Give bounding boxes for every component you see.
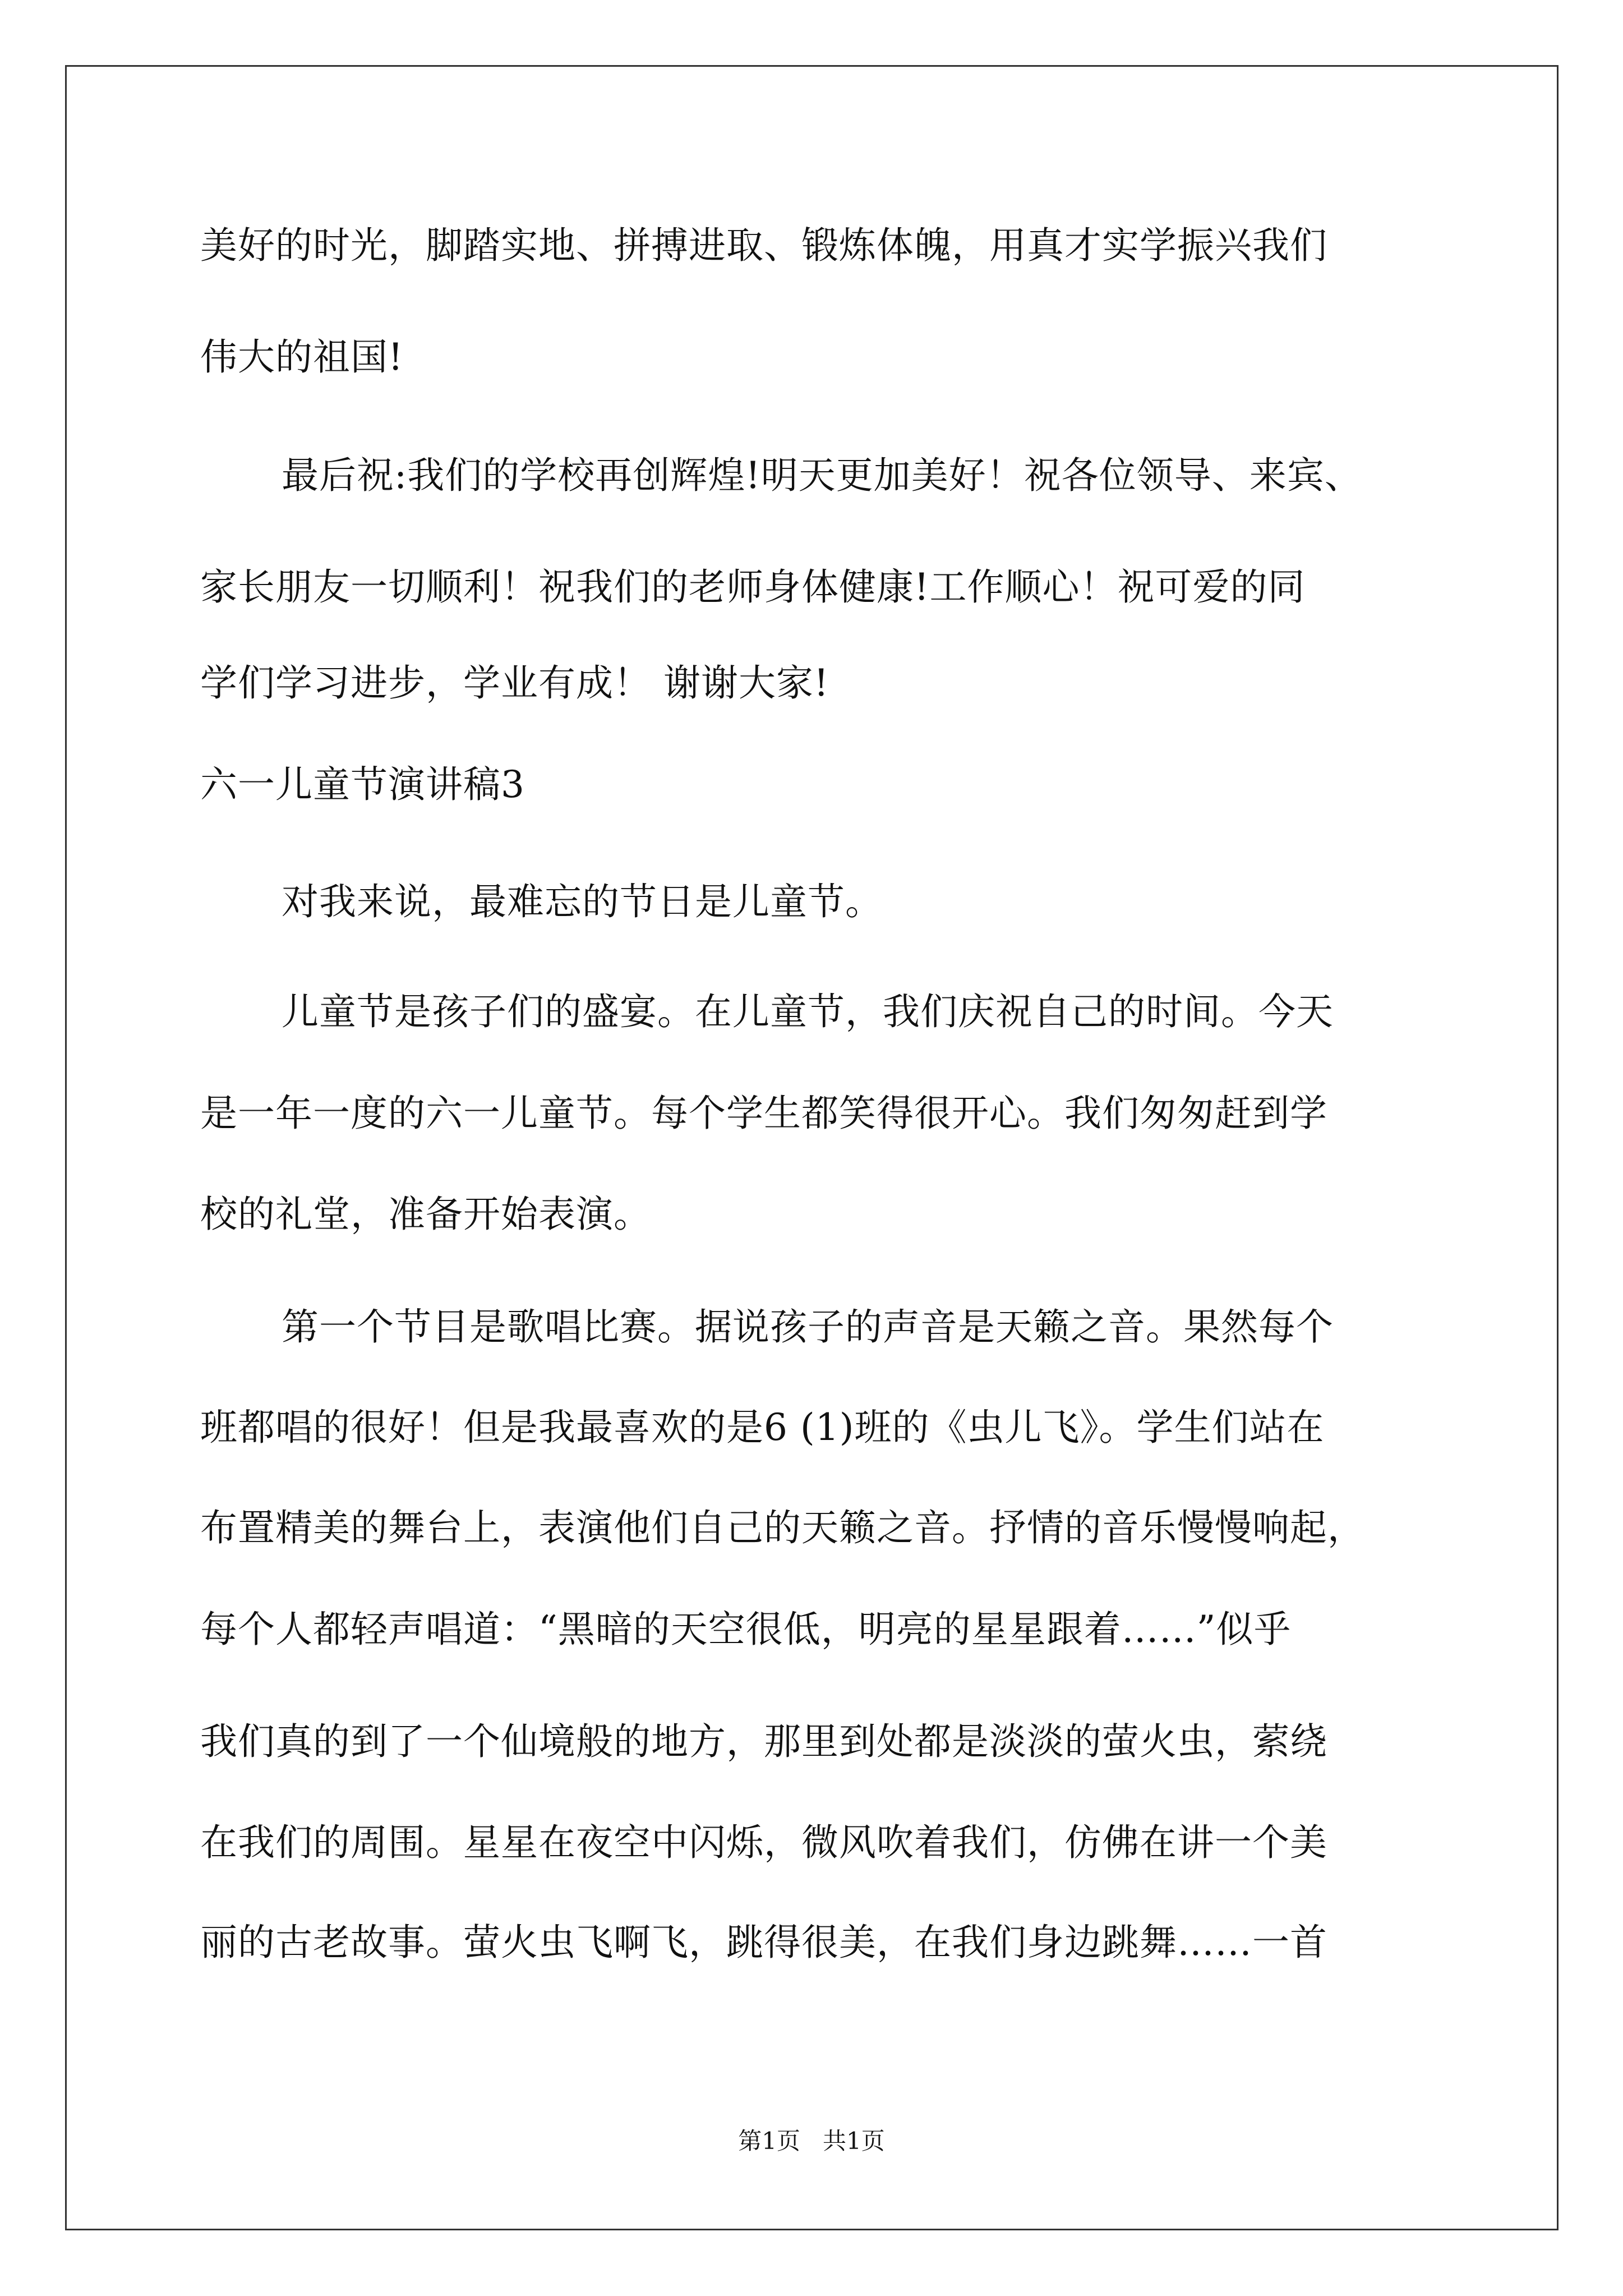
page-border xyxy=(65,65,1559,2230)
paragraph-start: 最后祝:我们的学校再创辉煌!明天更加美好！祝各位领导、来宾、 xyxy=(282,454,1362,497)
text-line: 在我们的周围。星星在夜空中闪烁，微风吹着我们，仿佛在讲一个美 xyxy=(200,1821,1327,1864)
paragraph-start: 对我来说，最难忘的节日是儿童节。 xyxy=(282,880,883,923)
paragraph-start: 儿童节是孩子们的盛宴。在儿童节，我们庆祝自己的时间。今天 xyxy=(282,990,1334,1033)
text-line: 校的礼堂，准备开始表演。 xyxy=(200,1193,651,1236)
paragraph-start: 第一个节目是歌唱比赛。据说孩子的声音是天籁之音。果然每个 xyxy=(282,1305,1334,1349)
text-line: 家长朋友一切顺利！祝我们的老师身体健康!工作顺心！祝可爱的同 xyxy=(200,565,1306,609)
text-line: 每个人都轻声唱道：“黑暗的天空很低，明亮的星星跟着……”似乎 xyxy=(200,1608,1292,1651)
section-heading: 六一儿童节演讲稿3 xyxy=(200,763,525,806)
text-line: 我们真的到了一个仙境般的地方，那里到处都是淡淡的萤火虫，萦绕 xyxy=(200,1720,1327,1763)
text-line: 伟大的祖国! xyxy=(200,335,404,379)
page-footer: 第1页 共1页 xyxy=(738,2127,885,2155)
text-line: 丽的古老故事。萤火虫飞啊飞，跳得很美，在我们身边跳舞……一首 xyxy=(200,1921,1327,1964)
text-line: 是一年一度的六一儿童节。每个学生都笑得很开心。我们匆匆赶到学 xyxy=(200,1092,1327,1135)
text-line: 班都唱的很好！但是我最喜欢的是6 (1)班的《虫儿飞》。学生们站在 xyxy=(200,1406,1325,1449)
text-line: 学们学习进步，学业有成！ 谢谢大家! xyxy=(200,661,829,705)
text-line: 布置精美的舞台上，表演他们自己的天籁之音。抒情的音乐慢慢响起， xyxy=(200,1506,1365,1549)
text-line: 美好的时光，脚踏实地、拼搏进取、锻炼体魄，用真才实学振兴我们 xyxy=(200,224,1327,267)
